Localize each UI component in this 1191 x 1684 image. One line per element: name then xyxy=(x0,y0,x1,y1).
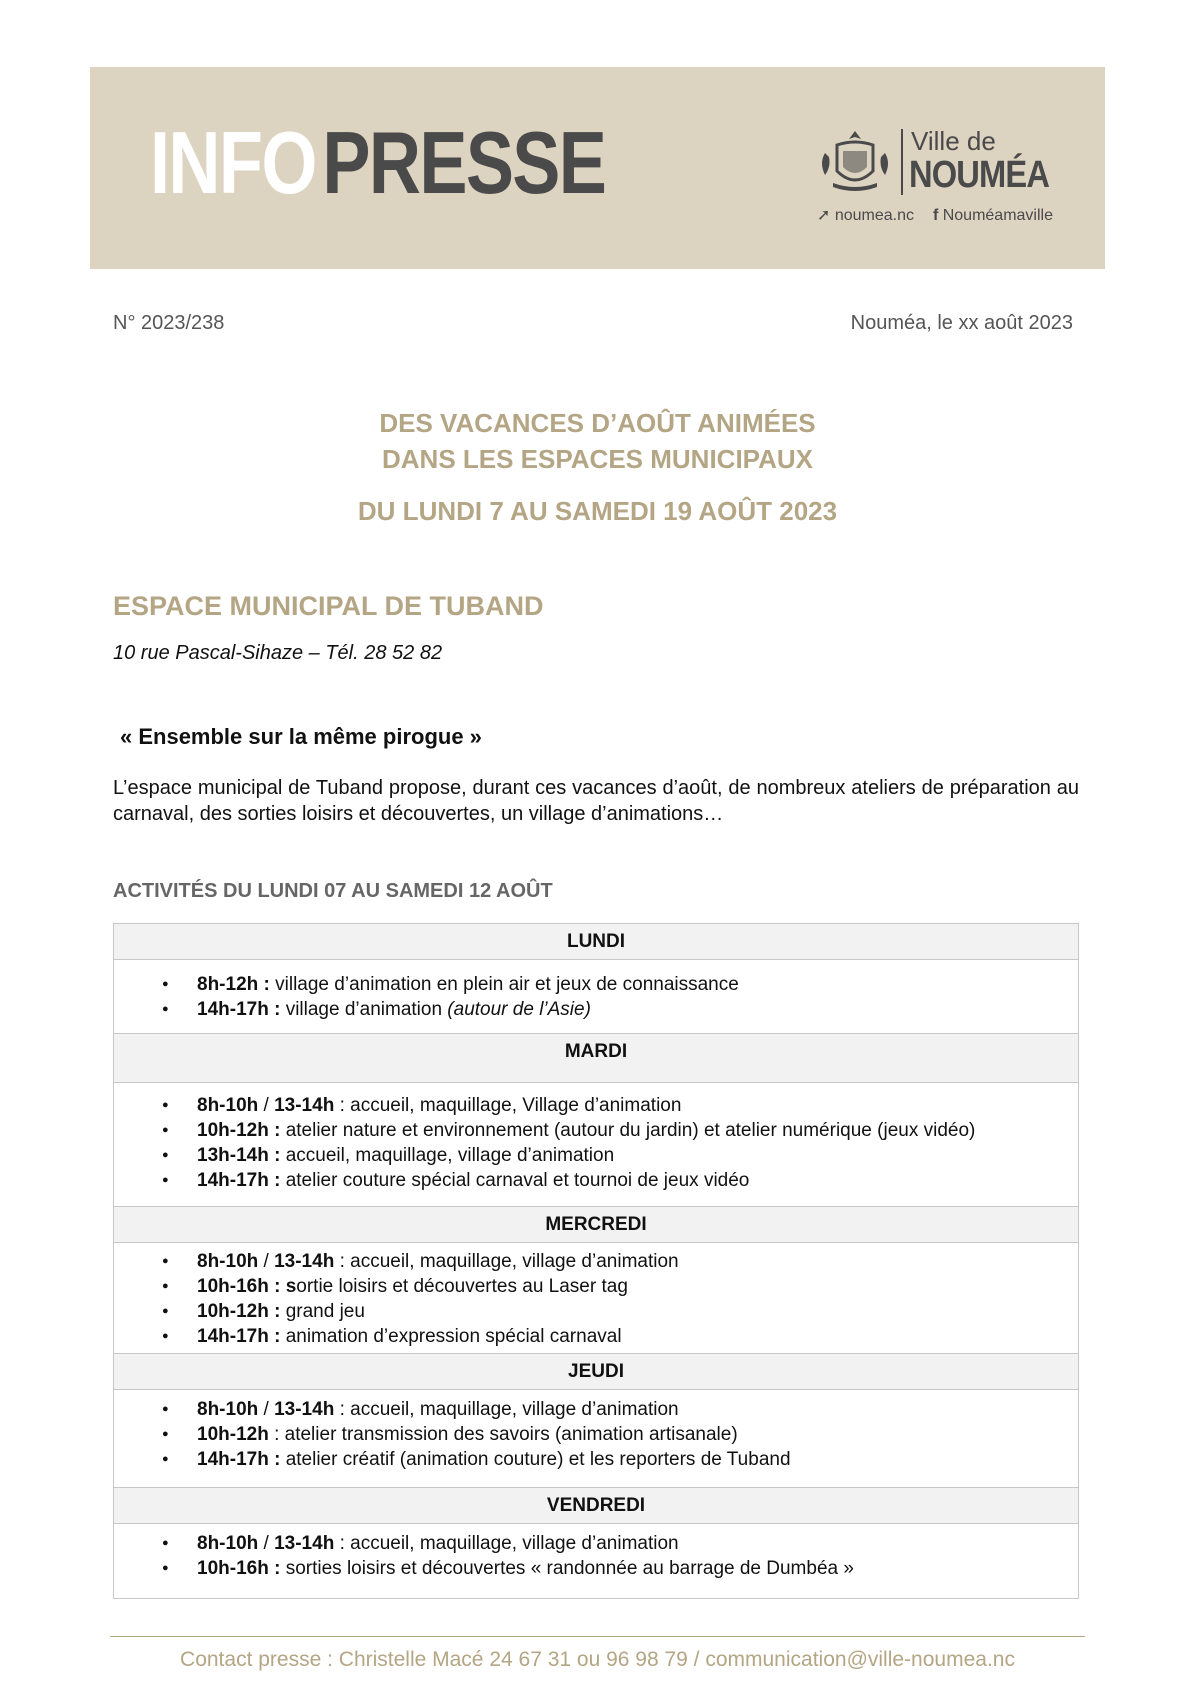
item-time: 8h-12h : xyxy=(197,974,270,995)
item-time: 10h-16h : s xyxy=(197,1276,297,1297)
item-text: atelier créatif (animation couture) et les reporters de Tuband xyxy=(280,1449,791,1470)
website-link[interactable]: noumea.nc xyxy=(834,207,915,224)
item-time: 8h-10h xyxy=(197,1251,259,1272)
item-text: : accueil, maquillage, village d’animation xyxy=(334,1251,679,1272)
item-time: 13h-14h : xyxy=(197,1145,281,1166)
list-item xyxy=(114,1397,1078,1422)
list-item xyxy=(114,1168,1078,1193)
press-release-number: N° 2023/238 xyxy=(113,312,225,334)
day-body-lundi xyxy=(114,960,1078,1034)
main-title-dates: DU LUNDI 7 AU SAMEDI 19 AOÛT 2023 xyxy=(357,496,838,526)
list-item xyxy=(114,1531,1078,1556)
day-body-vendredi xyxy=(114,1524,1078,1598)
item-text: ortie loisirs et découvertes au Laser tag xyxy=(296,1276,628,1297)
item-time: 10h-12h : xyxy=(197,1301,281,1322)
intro-paragraph: L’espace municipal de Tuband propose, durant ces vacances d’août, de nombreux ateliers de préparation au carnaval, des sorties loisirs et découvertes, un village d’animations… xyxy=(113,777,1079,825)
item-text: animation d’expression spécial carnaval xyxy=(280,1326,622,1347)
item-time: 13-14h xyxy=(274,1399,335,1420)
list-item xyxy=(114,997,1078,1022)
item-time: 13-14h xyxy=(274,1095,335,1116)
list-item xyxy=(114,1274,1078,1299)
ville-de-noumea-logo xyxy=(815,127,1065,227)
item-text: grand jeu xyxy=(280,1301,365,1322)
list-item xyxy=(114,1143,1078,1168)
list-item xyxy=(114,1118,1078,1143)
item-text: : accueil, maquillage, Village d’animation xyxy=(334,1095,682,1116)
item-text: sorties loisirs et découvertes « randonnée au barrage de Dumbéa » xyxy=(280,1558,854,1579)
day-body-mercredi xyxy=(114,1243,1078,1354)
list-item xyxy=(114,1422,1078,1447)
day-body-jeudi xyxy=(114,1390,1078,1488)
arrow-icon: ➚ xyxy=(817,207,831,224)
meta-row xyxy=(113,312,1073,338)
item-text: atelier couture spécial carnaval et tournoi de jeux vidéo xyxy=(280,1170,750,1191)
day-header-mercredi: MERCREDI xyxy=(114,1207,1078,1243)
list-item xyxy=(114,1093,1078,1118)
info-presse-wordmark xyxy=(150,113,606,212)
wordmark-info: INFO xyxy=(150,113,316,212)
main-title-line-1: DES VACANCES D’AOÛT ANIMÉES xyxy=(379,408,816,438)
item-separator: / xyxy=(258,1095,275,1116)
item-text: : atelier transmission des savoirs (animation artisanale) xyxy=(268,1424,738,1445)
item-time: 13-14h xyxy=(274,1251,335,1272)
day-header-mardi: MARDI xyxy=(114,1034,1078,1083)
item-time: 14h-17h : xyxy=(197,1170,281,1191)
item-time: 10h-12h : xyxy=(197,1120,281,1141)
list-item xyxy=(114,1324,1078,1349)
item-note: (autour de l’Asie) xyxy=(447,999,591,1020)
facebook-icon: f xyxy=(932,207,939,224)
item-text: village d’animation xyxy=(280,999,448,1020)
header-banner xyxy=(90,67,1105,269)
logo-noumea: NOUMÉA xyxy=(909,154,1050,196)
section-address: 10 rue Pascal-Sihaze – Tél. 28 52 82 xyxy=(113,642,443,664)
item-time: 8h-10h xyxy=(197,1399,259,1420)
item-text: village d’animation en plein air et jeux de connaissance xyxy=(269,974,739,995)
press-release-date: Nouméa, le xx août 2023 xyxy=(850,312,1073,334)
schedule-table xyxy=(113,923,1079,1599)
item-time: 13-14h xyxy=(274,1533,335,1554)
day-header-jeudi: JEUDI xyxy=(114,1354,1078,1390)
item-text: accueil, maquillage, village d’animation xyxy=(280,1145,615,1166)
item-text: : accueil, maquillage, village d’animation xyxy=(334,1399,679,1420)
item-separator: / xyxy=(258,1399,275,1420)
footer-divider xyxy=(110,1636,1085,1637)
week-heading: ACTIVITÉS DU LUNDI 07 AU SAMEDI 12 AOÛT xyxy=(113,880,553,902)
day-header-vendredi: VENDREDI xyxy=(114,1488,1078,1524)
item-time: 14h-17h : xyxy=(197,1326,281,1347)
list-item xyxy=(114,1249,1078,1274)
logo-ville-de: Ville de xyxy=(911,126,996,156)
item-separator: / xyxy=(258,1251,275,1272)
item-time: 10h-16h : xyxy=(197,1558,281,1579)
section-subtitle: « Ensemble sur la même pirogue » xyxy=(120,724,482,749)
list-item xyxy=(114,972,1078,997)
item-separator: / xyxy=(258,1533,275,1554)
day-body-mardi xyxy=(114,1083,1078,1207)
item-time: 10h-12h xyxy=(197,1424,269,1445)
day-header-lundi: LUNDI xyxy=(114,924,1078,960)
item-text: atelier nature et environnement (autour du jardin) et atelier numérique (jeux vidéo) xyxy=(280,1120,976,1141)
list-item xyxy=(114,1299,1078,1324)
footer-contact: Contact presse : Christelle Macé 24 67 31 ou 96 98 79 / communication@ville-noumea.nc xyxy=(180,1648,1015,1671)
item-time: 8h-10h xyxy=(197,1095,259,1116)
wordmark-presse: PRESSE xyxy=(322,113,606,212)
list-item xyxy=(114,1556,1078,1581)
item-text: : accueil, maquillage, village d’animation xyxy=(334,1533,679,1554)
item-time: 14h-17h : xyxy=(197,999,281,1020)
item-time: 8h-10h xyxy=(197,1533,259,1554)
section-title: ESPACE MUNICIPAL DE TUBAND xyxy=(113,591,544,621)
logo-social-line xyxy=(817,205,1053,225)
list-item xyxy=(114,1447,1078,1472)
main-title-line-2: DANS LES ESPACES MUNICIPAUX xyxy=(382,444,813,474)
item-time: 14h-17h : xyxy=(197,1449,281,1470)
logo-divider xyxy=(901,129,903,195)
facebook-link[interactable]: Nouméamaville xyxy=(942,207,1053,224)
city-crest-icon xyxy=(815,127,895,199)
